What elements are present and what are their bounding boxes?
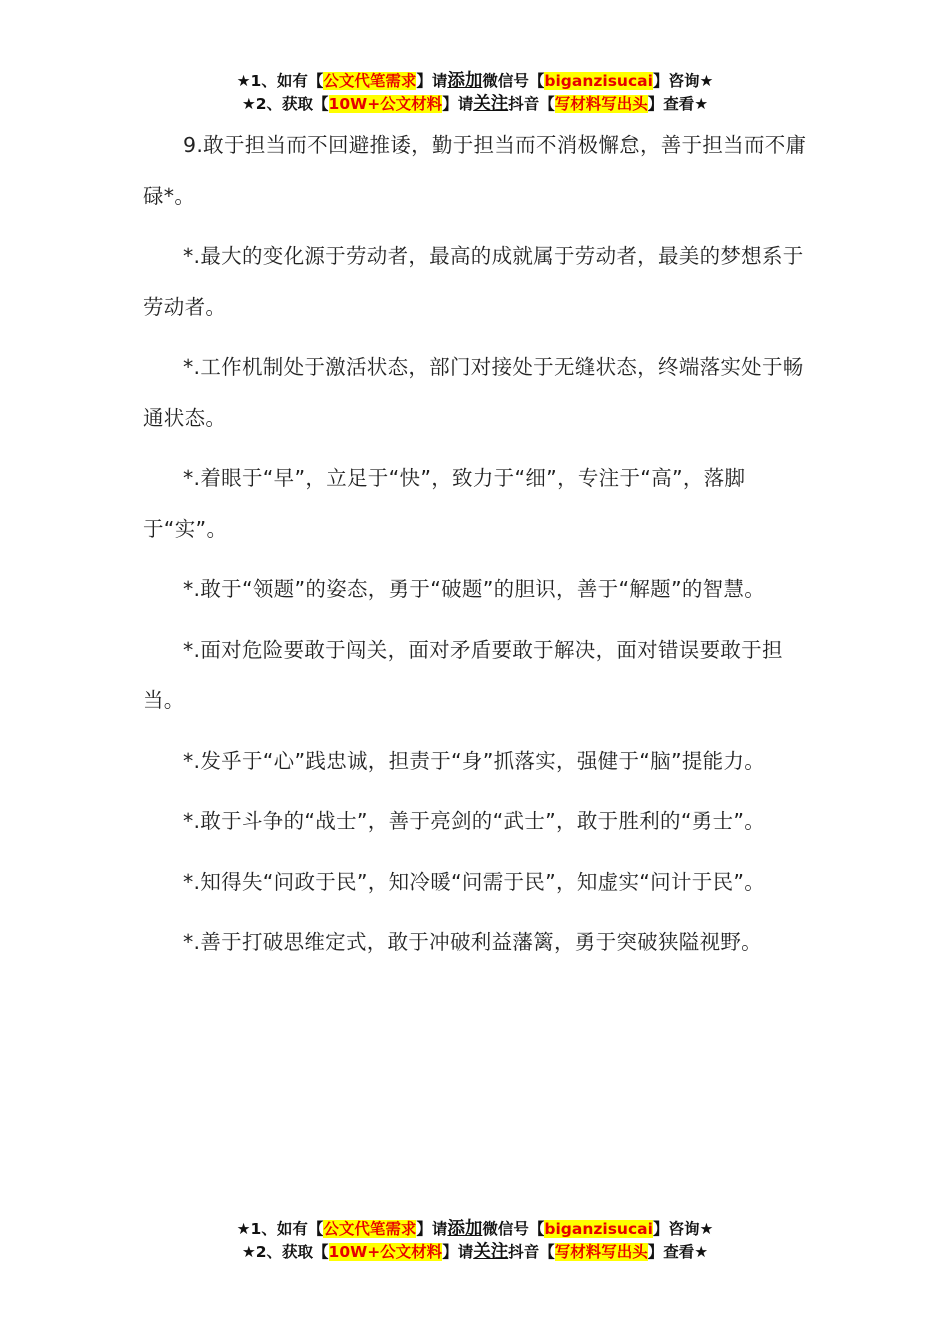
paragraph: 9.敢于担当而不回避推诿，勤于担当而不消极懈怠，善于担当而不庸碌*。 [143, 133, 807, 208]
highlight-service: 公文代笔需求 [323, 1220, 417, 1238]
highlight-wechat-id: biganzisucai [544, 1220, 653, 1238]
highlight-service: 公文代笔需求 [323, 72, 417, 90]
highlight-douyin: 写材料写出头 [554, 1243, 648, 1261]
banner-text: 】请 [442, 1243, 474, 1261]
banner-text: 】查看★ [647, 95, 709, 113]
top-banner [0, 70, 950, 116]
banner-line-2 [0, 1241, 950, 1264]
paragraph: *.面对危险要敢于闯关，面对矛盾要敢于解决，面对错误要敢于担当。 [143, 637, 783, 712]
banner-text: 】咨询★ [652, 1220, 714, 1238]
paragraph: *.最大的变化源于劳动者，最高的成就属于劳动者，最美的梦想系于劳动者。 [143, 244, 804, 319]
banner-line-2 [0, 93, 950, 116]
paragraph: *.工作机制处于激活状态，部门对接处于无缝状态，终端落实处于畅通状态。 [143, 355, 804, 430]
banner-text: ★2、获取【 [241, 95, 329, 113]
banner-text: 】请 [416, 72, 448, 90]
banner-text: ★2、获取【 [241, 1243, 329, 1261]
emphasis-add: 添加 [447, 1219, 483, 1239]
bottom-banner [0, 1218, 950, 1264]
paragraph: *.敢于斗争的“战士”，善于亮剑的“武士”，敢于胜利的“勇士”。 [183, 809, 766, 833]
banner-line-1 [0, 1218, 950, 1241]
banner-text: 微信号【 [482, 72, 545, 90]
banner-line-1 [0, 70, 950, 93]
highlight-wechat-id: biganzisucai [544, 72, 653, 90]
emphasis-follow: 关注 [473, 1242, 509, 1262]
emphasis-add: 添加 [447, 71, 483, 91]
banner-text: 】请 [442, 95, 474, 113]
banner-text: 抖音【 [508, 95, 555, 113]
paragraph: *.敢于“领题”的姿态，勇于“破题”的胆识，善于“解题”的智慧。 [183, 577, 766, 601]
banner-text: 抖音【 [508, 1243, 555, 1261]
banner-text: 】查看★ [647, 1243, 709, 1261]
paragraph: *.发乎于“心”践忠诚，担责于“身”抓落实，强健于“脑”提能力。 [183, 748, 766, 773]
banner-text: 】咨询★ [652, 72, 714, 90]
paragraph: *.知得失“问政于民”，知冷暖“问需于民”，知虚实“问计于民”。 [183, 869, 766, 894]
banner-text: ★1、如有【 [236, 72, 324, 90]
banner-text: 微信号【 [482, 1220, 545, 1238]
paragraph: *.着眼于“早”，立足于“快”，致力于“细”，专注于“高”，落脚于“实”。 [143, 466, 746, 541]
banner-text: 】请 [416, 1220, 448, 1238]
emphasis-follow: 关注 [473, 94, 509, 114]
document-body [143, 120, 823, 978]
banner-text: ★1、如有【 [236, 1220, 324, 1238]
paragraph: *.善于打破思维定式，敢于冲破利益藩篱，勇于突破狭隘视野。 [183, 930, 762, 954]
highlight-materials: 10W+公文材料 [328, 1243, 443, 1261]
highlight-douyin: 写材料写出头 [554, 95, 648, 113]
highlight-materials: 10W+公文材料 [328, 95, 443, 113]
